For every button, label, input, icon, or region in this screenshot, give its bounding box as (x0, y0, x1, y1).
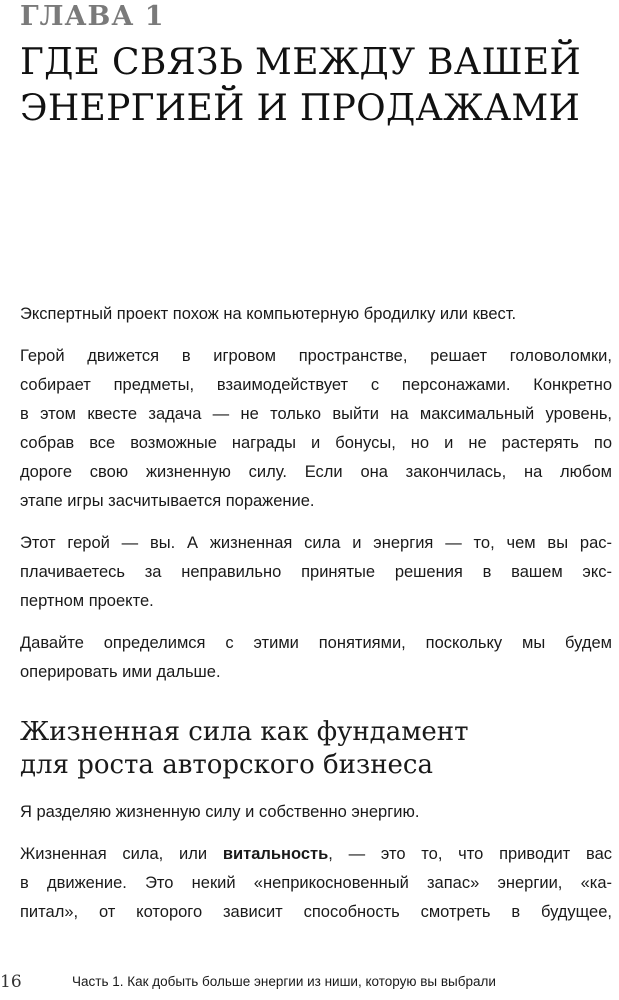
intro-text (20, 300, 612, 700)
text-line: пертном проекте. (20, 592, 154, 610)
text-line: плачиваетесь за неправильно принятые решения в вашем экс- (20, 563, 612, 581)
paragraph (20, 840, 612, 927)
page-footer (0, 968, 619, 1000)
page-number: 16 (0, 972, 22, 992)
text-line: Этот герой — вы. А жизненная сила и энергия — то, чем вы рас- (20, 534, 612, 552)
text-line: дороге свою жизненную силу. Если она закончилась, на любом (20, 463, 612, 481)
text-line: в этом квесте задача — не только выйти на максимальный уровень, (20, 405, 612, 423)
bold-term: витальность (222, 845, 329, 863)
paragraph (20, 629, 612, 687)
section-text (20, 798, 612, 940)
chapter-label: ГЛАВА 1 (20, 1, 165, 32)
text-run: Жизненная сила, или (20, 845, 223, 863)
text-line: Герой движется в игровом пространстве, решает головоломки, (20, 347, 612, 365)
text-line: собирает предметы, взаимодействует с персонажами. Конкретно (20, 376, 612, 394)
paragraph (20, 342, 612, 516)
section-title-line: Жизненная сила как фундамент (20, 717, 469, 747)
text-line: питал», от которого зависит способность смотреть в будущее, (20, 903, 612, 921)
text-line: собрав все возможные награды и бонусы, но и не растерять по (20, 434, 612, 452)
paragraph (20, 798, 612, 827)
text-line: Я разделяю жизненную силу и собственно энергию. (20, 803, 420, 821)
text-line (20, 840, 612, 869)
running-head: Часть 1. Как добыть больше энергии из ниши, которую вы выбрали (72, 974, 496, 989)
text-line: Давайте определимся с этими понятиями, поскольку мы будем (20, 634, 612, 652)
section-title-line: для роста авторского бизнеса (20, 750, 433, 780)
text-line: в движение. Это некий «неприкосновенный запас» энергии, «ка- (20, 874, 612, 892)
paragraph (20, 300, 612, 329)
chapter-title-line: ГДЕ СВЯЗЬ МЕЖДУ ВАШЕЙ (20, 42, 582, 83)
paragraph (20, 529, 612, 616)
section-title (20, 716, 610, 782)
text-line: этапе игры засчитывается поражение. (20, 492, 315, 510)
chapter-title (20, 40, 610, 132)
chapter-title-line: ЭНЕРГИЕЙ И ПРОДАЖАМИ (20, 88, 581, 129)
text-run: , — это то, что приводит вас (328, 845, 612, 863)
text-line: Экспертный проект похож на компьютерную бродилку или квест. (20, 305, 517, 323)
text-line: оперировать ими дальше. (20, 663, 221, 681)
